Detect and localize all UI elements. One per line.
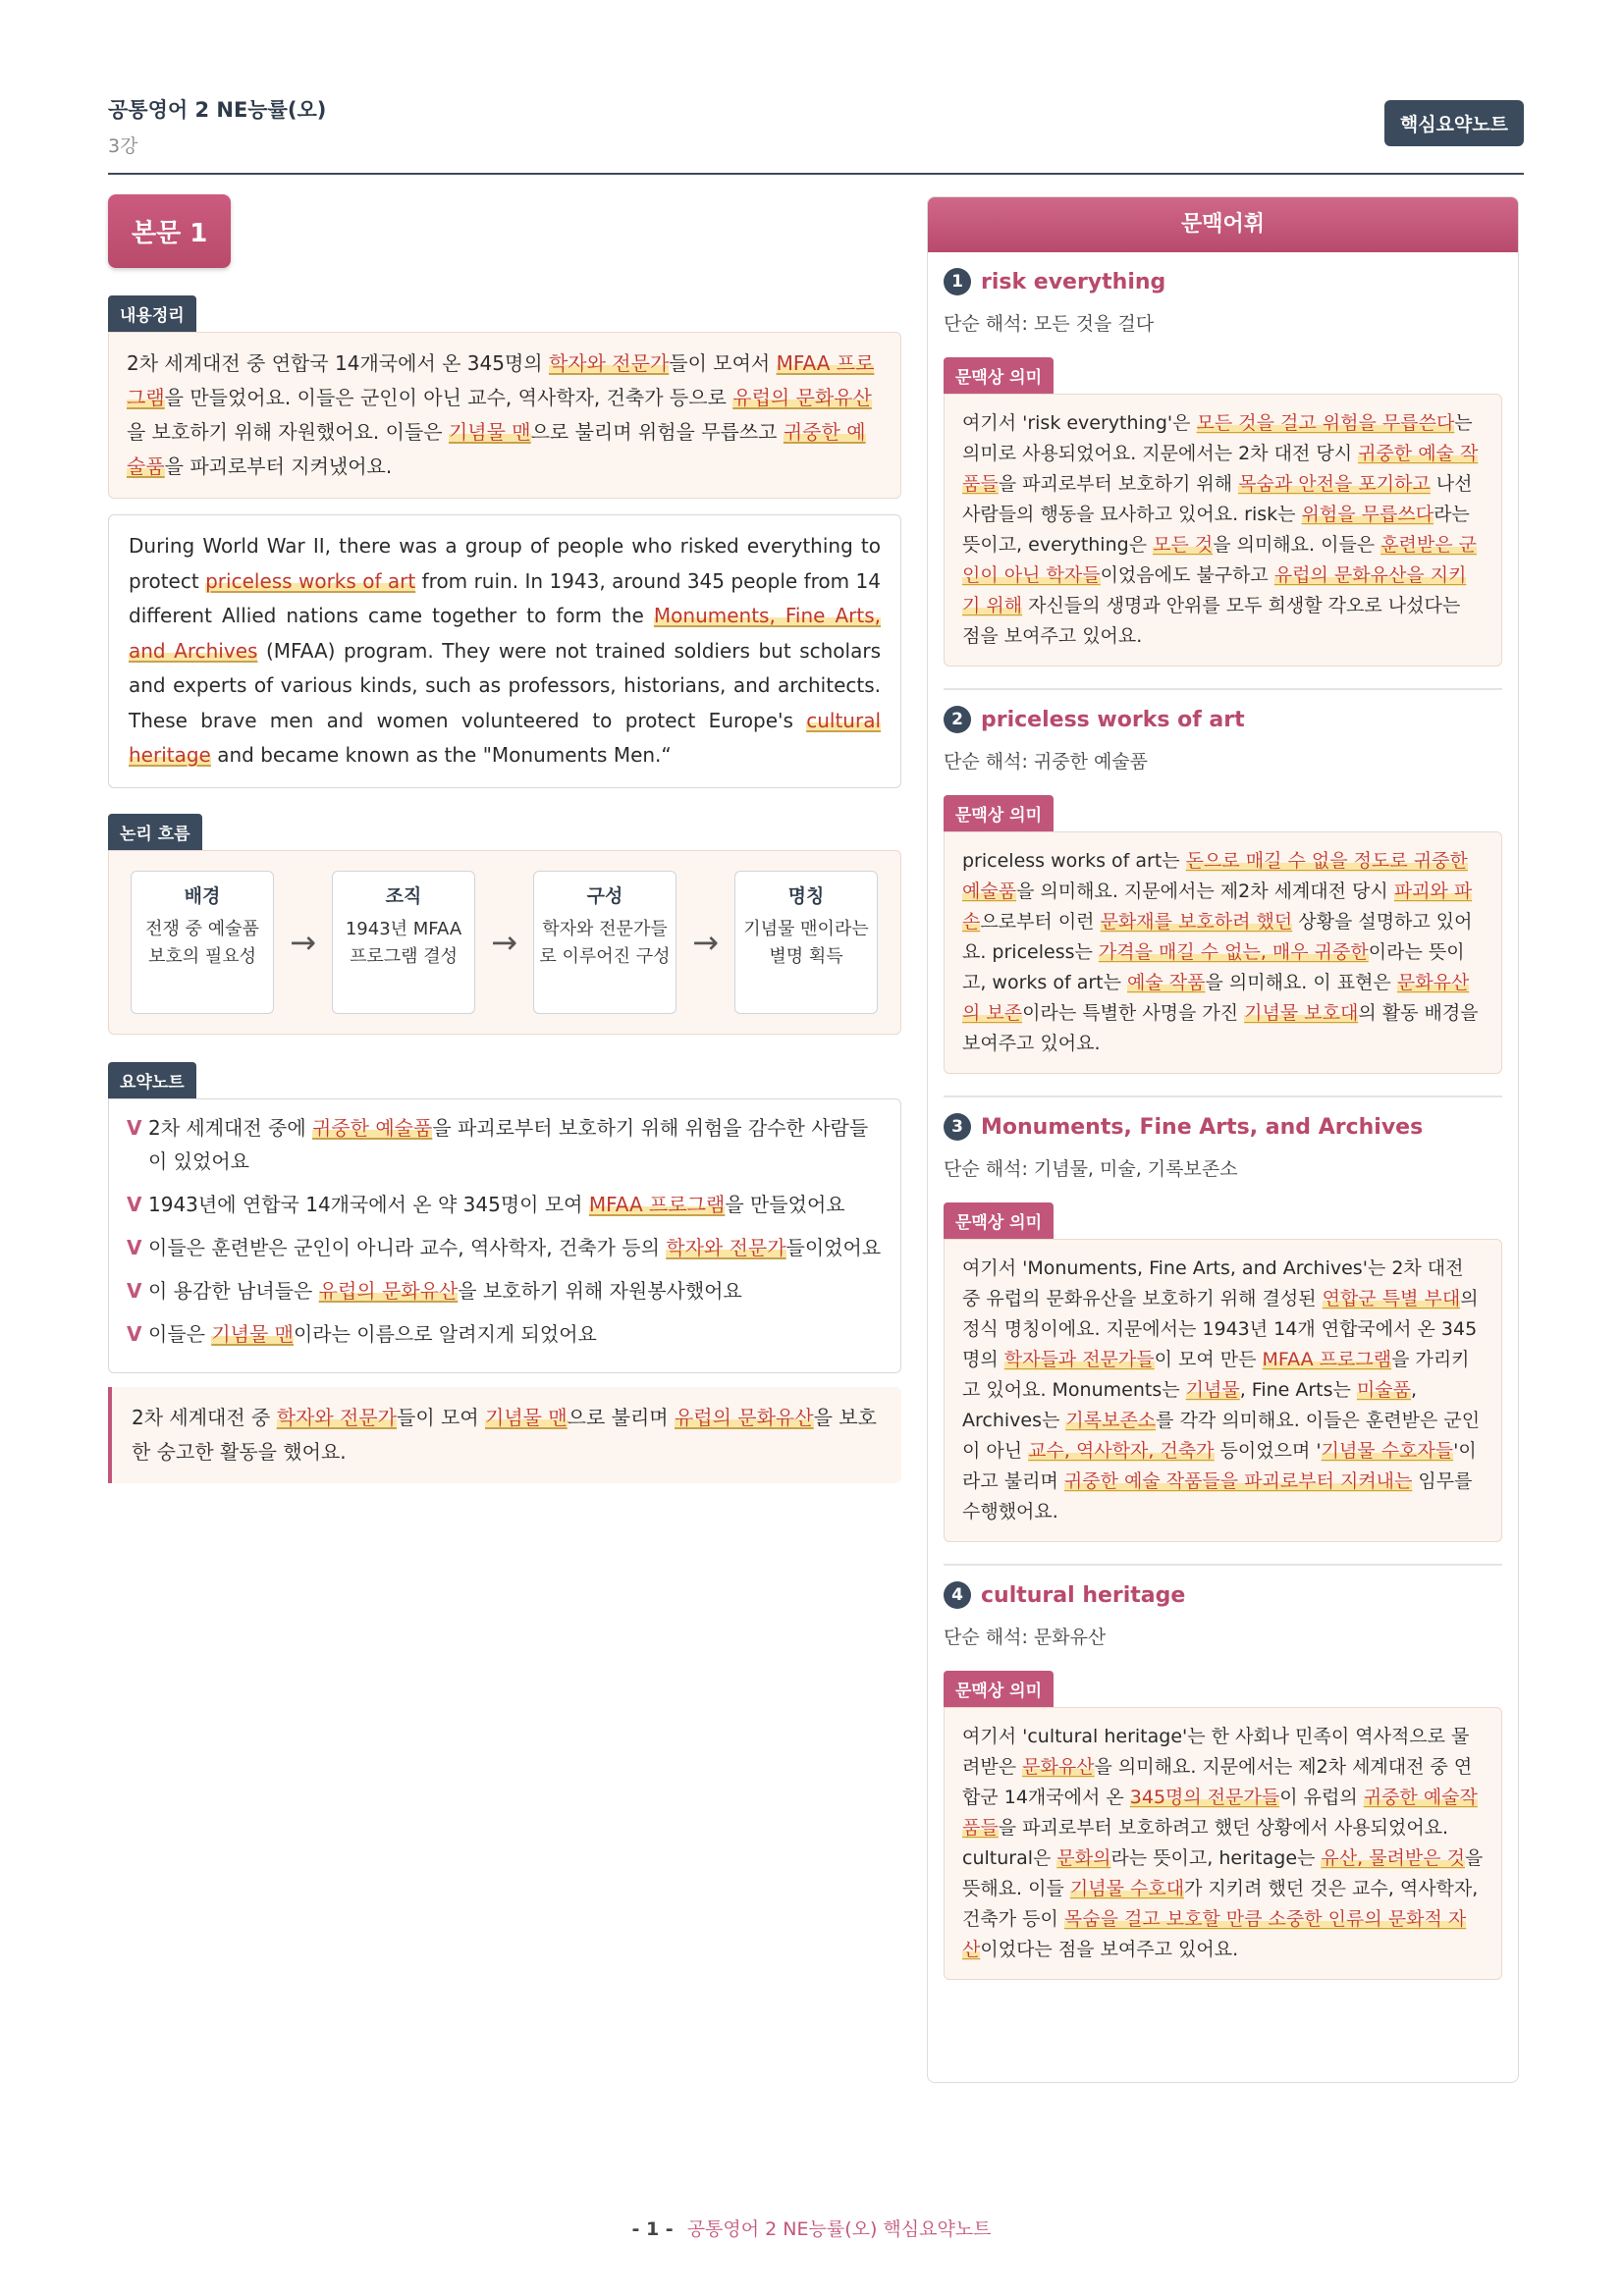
note-text: 1943년에 연합국 14개국에서 온 약 345명이 모여: [148, 1192, 589, 1216]
meaning-box: [944, 1707, 1502, 1980]
meaning-box: [944, 831, 1502, 1074]
meaning-text: 을 가리키고 있어요. Monuments는: [962, 1349, 1470, 1401]
note-text: 을 만들었어요: [725, 1192, 845, 1216]
meaning-tag: 문맥상 의미: [944, 1202, 1054, 1239]
notes-box: [108, 1098, 901, 1373]
note-text: 이들은: [148, 1321, 212, 1346]
highlight: 귀중한 예술작품들: [962, 1787, 1478, 1839]
meaning-box: [944, 1239, 1502, 1542]
vocab-word: cultural heritage: [981, 1582, 1186, 1608]
highlight: 교수, 역사학자, 건축가: [1028, 1440, 1215, 1462]
flow-step: [533, 871, 676, 1014]
highlight: 문화재를 보호하려 했던: [1100, 911, 1293, 933]
meaning-text: 이라는 뜻이고, works of art는: [962, 941, 1465, 993]
summary-text: 2차 세계대전 중 연합국 14개국에서 온 345명의: [127, 351, 549, 375]
flow-tag: 논리 흐름: [108, 814, 202, 850]
meaning-text: 상황을 설명하고 있어요. priceless는: [962, 911, 1473, 963]
meaning-text: 를 각각 의미해요. 이들은 훈련받은 군인이 아닌: [962, 1410, 1481, 1462]
meaning-text: 는 의미로 사용되었어요. 지문에서는 2차 대전 당시: [962, 412, 1473, 464]
notes-tag: 요약노트: [108, 1062, 196, 1098]
meaning-text: 이라는 특별한 사명을 가진: [1022, 1002, 1245, 1024]
flow-section: [108, 814, 901, 1035]
meaning-text: 라는 뜻이고, everything은: [962, 504, 1470, 556]
meaning-text: 이 유럽의: [1279, 1787, 1364, 1808]
meaning-text: 을 파괴로부터 보호하려고 했던 상황에서 사용되었어요. cultural은: [962, 1817, 1449, 1869]
highlight: 학자와 전문가: [666, 1235, 786, 1259]
highlight: 연합군 특별 부대: [1322, 1288, 1461, 1309]
highlight: 귀중한 예술품: [127, 420, 866, 478]
flow-step-text: 1943년 MFAA 프로그램 결성: [345, 918, 462, 967]
flow-box: [108, 850, 901, 1035]
meaning-text: 등이었으며 ': [1214, 1440, 1322, 1462]
page-header: [108, 94, 1524, 175]
list-item: [127, 1111, 883, 1178]
highlight: 유산, 물려받은 것: [1321, 1847, 1466, 1869]
highlight: 모든 것을 걸고 위험을 무릅쓴다: [1196, 412, 1455, 434]
literal-label: 단순 해석:: [944, 313, 1028, 335]
meaning-text: 라는 뜻이고, heritage는: [1110, 1847, 1322, 1869]
vocab-panel: [927, 196, 1519, 2083]
arrow-right-icon: →: [290, 923, 316, 961]
flow-step: [332, 871, 475, 1014]
highlight: 훈련받은 군인이 아닌 학자들: [962, 534, 1478, 586]
highlight: 학자들과 전문가들: [1003, 1349, 1155, 1370]
passage-text: from ruin. In 1943, around 345 people from 14 different Allied nations came together to form the: [129, 568, 881, 627]
summary-tag: 내용정리: [108, 295, 196, 332]
literal-meaning: [944, 309, 1502, 336]
passage-text: During World War II, there was a group of people who risked everything to protect: [129, 534, 881, 593]
highlight: 기념물 수호자들: [1321, 1440, 1454, 1462]
section-badge: 본문 1: [108, 194, 231, 268]
highlight: 345명의 전문가들: [1129, 1787, 1280, 1808]
conclusion-box: [108, 1387, 901, 1483]
highlight: 미술품: [1356, 1379, 1411, 1401]
page-number: - 1 -: [631, 2218, 674, 2240]
note-text: 이라는 이름으로 알려지게 되었어요: [293, 1321, 597, 1346]
vocab-word: priceless works of art: [981, 707, 1245, 732]
list-item: [127, 1317, 883, 1351]
note-text: 을 보호하기 위해 자원봉사했어요: [458, 1278, 742, 1303]
highlight: 유럽의 문화유산: [674, 1405, 814, 1429]
highlight: MFAA 프로그램: [127, 351, 875, 409]
meaning-text: 여기서 'Monuments, Fine Arts, and Archives'는 2차 대전 중 유럽의 문화유산을 보호하기 위해 결성된: [962, 1257, 1464, 1309]
footer-text: 공통영어 2 NE능률(오) 핵심요약노트: [686, 2218, 992, 2240]
meaning-text: 을 의미해요. 이 표현은: [1205, 972, 1397, 993]
flow-step: [131, 871, 274, 1014]
summary-section: [108, 295, 901, 499]
highlight: 귀중한 예술품: [312, 1115, 433, 1140]
conclusion-text: 2차 세계대전 중: [132, 1405, 277, 1429]
note-text: 2차 세계대전 중에: [148, 1115, 313, 1140]
vocab-item: [928, 1097, 1518, 1542]
highlight: 기념물 보호대: [1244, 1002, 1359, 1024]
highlight: 기념물 수호대: [1069, 1878, 1185, 1899]
literal-meaning: [944, 1154, 1502, 1181]
conclusion-text: 들이 모여: [397, 1405, 485, 1429]
summary-text: 을 만들었어요. 이들은 군인이 아닌 교수, 역사학자, 건축가 등으로: [164, 386, 733, 409]
meaning-text: 을 의미해요. 지문에서는 제2차 세계대전 중 연합군 14개국에서 온: [962, 1756, 1473, 1808]
vocab-item: [928, 690, 1518, 1074]
check-mark-icon: V: [127, 1321, 142, 1346]
highlight: 학자와 전문가: [276, 1405, 397, 1429]
meaning-text: 을 의미해요. 이들은: [1213, 534, 1381, 556]
meaning-text: 이었음에도 불구하고: [1100, 564, 1274, 586]
item-number: 1: [944, 268, 971, 295]
meaning-text: 여기서 'cultural heritage'는 한 사회나 민족이 역사적으로 물려받은: [962, 1726, 1470, 1778]
vocab-item: [928, 252, 1518, 667]
flow-step-text: 학자와 전문가들로 이루어진 구성: [539, 918, 671, 967]
summary-text: 으로 불리며 위험을 무릅쓰고: [530, 420, 784, 444]
item-number: 3: [944, 1113, 971, 1141]
meaning-text: , Fine Arts는: [1239, 1379, 1357, 1401]
conclusion-text: 을 보호한 숭고한 활동을 했어요.: [132, 1405, 877, 1464]
flow-step-title: 배경: [184, 884, 221, 907]
lesson-label: 3강: [108, 135, 138, 157]
literal-text: 모든 것을 걸다: [1033, 313, 1155, 335]
vocab-item: [928, 1566, 1518, 1980]
meaning-text: 이었다는 점을 보여주고 있어요.: [980, 1939, 1239, 1960]
literal-label: 단순 해석:: [944, 1627, 1028, 1648]
vocab-word: Monuments, Fine Arts, and Archives: [981, 1114, 1424, 1140]
passage-text: and became known as the "Monuments Men.“: [210, 743, 672, 767]
highlight: 문화유산: [1022, 1756, 1095, 1778]
item-number: 4: [944, 1581, 971, 1609]
literal-label: 단순 해석:: [944, 1158, 1028, 1180]
highlight: priceless works of art: [205, 568, 416, 593]
meaning-text: 으로부터 이런: [980, 911, 1101, 933]
list-item: [127, 1188, 883, 1221]
document-title: 공통영어 2 NE능률(오): [108, 98, 327, 122]
meaning-text: , Archives는: [962, 1379, 1418, 1431]
highlight: 예술 작품: [1127, 972, 1206, 993]
check-mark-icon: V: [127, 1235, 142, 1259]
summary-text: 들이 모여서: [669, 351, 777, 375]
meaning-tag: 문맥상 의미: [944, 795, 1054, 831]
literal-meaning: [944, 1623, 1502, 1649]
literal-label: 단순 해석:: [944, 751, 1028, 773]
flow-step-title: 조직: [385, 884, 422, 907]
note-text: 이 용감한 남녀들은: [148, 1278, 319, 1303]
highlight: 위험을 무릅쓰다: [1301, 504, 1434, 525]
arrow-right-icon: →: [692, 923, 719, 961]
literal-text: 문화유산: [1033, 1627, 1107, 1648]
check-mark-icon: V: [127, 1278, 142, 1303]
highlight: 문화의: [1056, 1847, 1111, 1869]
highlight: 목숨과 안전을 포기하고: [1238, 473, 1431, 495]
page-footer: [0, 2215, 1623, 2241]
item-number: 2: [944, 706, 971, 733]
highlight: 학자와 전문가: [548, 351, 670, 375]
highlight: 유럽의 문화유산을 지키기 위해: [962, 564, 1467, 616]
vocab-word: risk everything: [981, 269, 1166, 294]
meaning-text: 가 지키려 했던 것은 교수, 역사학자, 건축가 등이: [962, 1878, 1479, 1930]
literal-meaning: [944, 747, 1502, 774]
highlight: 돈으로 매길 수 없을 정도로 귀중한 예술품: [962, 850, 1468, 902]
highlight: 기록보존소: [1065, 1410, 1157, 1431]
literal-text: 기념물, 미술, 기록보존소: [1033, 1158, 1238, 1180]
highlight: 목숨을 걸고 보호할 만큼 소중한 인류의 문화적 자산: [962, 1908, 1467, 1960]
vocab-panel-title: 문맥어휘: [928, 197, 1518, 252]
flow-step-title: 명칭: [787, 884, 825, 907]
meaning-text: 의 정식 명칭이에요. 지문에서는 1943년 14개 연합국에서 온 345명의: [962, 1288, 1479, 1370]
arrow-right-icon: →: [491, 923, 517, 961]
meaning-text: 이 모여 만든: [1154, 1349, 1263, 1370]
highlight: 귀중한 예술 작품들을 파괴로부터 지켜내는: [1063, 1470, 1413, 1492]
meaning-text: 을 파괴로부터 보호하기 위해: [998, 473, 1239, 495]
summary-text: 을 파괴로부터 지켜냈어요.: [164, 454, 393, 478]
meaning-text: 임무를 수행했어요.: [962, 1470, 1473, 1522]
highlight: Monuments, Fine Arts, and Archives: [129, 604, 882, 663]
conclusion-text: 으로 불리며: [567, 1405, 675, 1429]
literal-text: 귀중한 예술품: [1033, 751, 1149, 773]
highlight: 문화유산의 보존: [962, 972, 1470, 1024]
meaning-text: 자신들의 생명과 안위를 모두 희생할 각오로 나섰다는 점을 보여주고 있어요.: [962, 595, 1461, 647]
meaning-text: 을 의미해요. 지문에서는 제2차 세계대전 당시: [1016, 881, 1394, 902]
flow-step-text: 전쟁 중 예술품 보호의 필요성: [145, 918, 259, 967]
list-item: [127, 1274, 883, 1308]
note-text: 이들은 훈련받은 군인이 아니라 교수, 역사학자, 건축가 등의: [148, 1235, 667, 1259]
left-column: [108, 194, 901, 1483]
meaning-text: priceless works of art는: [962, 850, 1186, 872]
summary-text: 을 보호하기 위해 자원했어요. 이들은: [127, 420, 449, 444]
highlight: 유럽의 문화유산: [318, 1278, 459, 1303]
highlight: 가격을 매길 수 없는, 매우 귀중한: [1098, 941, 1369, 963]
check-mark-icon: V: [127, 1115, 142, 1140]
highlight: 파괴와 파손: [962, 881, 1473, 933]
meaning-text: 을 뜻해요. 이들: [962, 1847, 1484, 1899]
flow-step-title: 구성: [586, 884, 623, 907]
flow-step-text: 기념물 맨이라는 별명 획득: [743, 918, 869, 967]
list-item: [127, 1231, 883, 1264]
meaning-text: 의 활동 배경을 보여주고 있어요.: [962, 1002, 1479, 1054]
meaning-tag: 문맥상 의미: [944, 1671, 1054, 1707]
header-badge: 핵심요약노트: [1384, 100, 1524, 146]
highlight: 모든 것: [1153, 534, 1214, 556]
flow-step: [734, 871, 878, 1014]
highlight: 유럽의 문화유산: [732, 386, 872, 409]
highlight: 기념물 맨: [448, 420, 531, 444]
english-passage: [108, 514, 901, 788]
passage-text: (MFAA) program. They were not trained soldiers but scholars and experts of various kinds, such as professors, historians, and architects. These brave men and women volunteered to protect Europe's: [129, 638, 881, 732]
highlight: cultural heritage: [129, 708, 881, 767]
note-text: 을 파괴로부터 보호하기 위해 위험을 감수한 사람들이 있었어요: [148, 1115, 869, 1173]
highlight: 귀중한 예술 작품들: [962, 443, 1479, 495]
highlight: MFAA 프로그램: [1262, 1349, 1392, 1370]
notes-section: [108, 1062, 901, 1373]
highlight: MFAA 프로그램: [588, 1192, 726, 1216]
summary-box: [108, 332, 901, 499]
meaning-text: 나선 사람들의 행동을 묘사하고 있어요. risk는: [962, 473, 1473, 525]
meaning-text: 여기서 'risk everything'은: [962, 412, 1197, 434]
highlight: 기념물: [1185, 1379, 1240, 1401]
check-mark-icon: V: [127, 1192, 142, 1216]
highlight: 기념물 맨: [485, 1405, 568, 1429]
meaning-text: '이라고 불리며: [962, 1440, 1477, 1492]
note-text: 들이었어요: [785, 1235, 882, 1259]
highlight: 기념물 맨: [211, 1321, 294, 1346]
meaning-box: [944, 394, 1502, 667]
meaning-tag: 문맥상 의미: [944, 357, 1054, 394]
